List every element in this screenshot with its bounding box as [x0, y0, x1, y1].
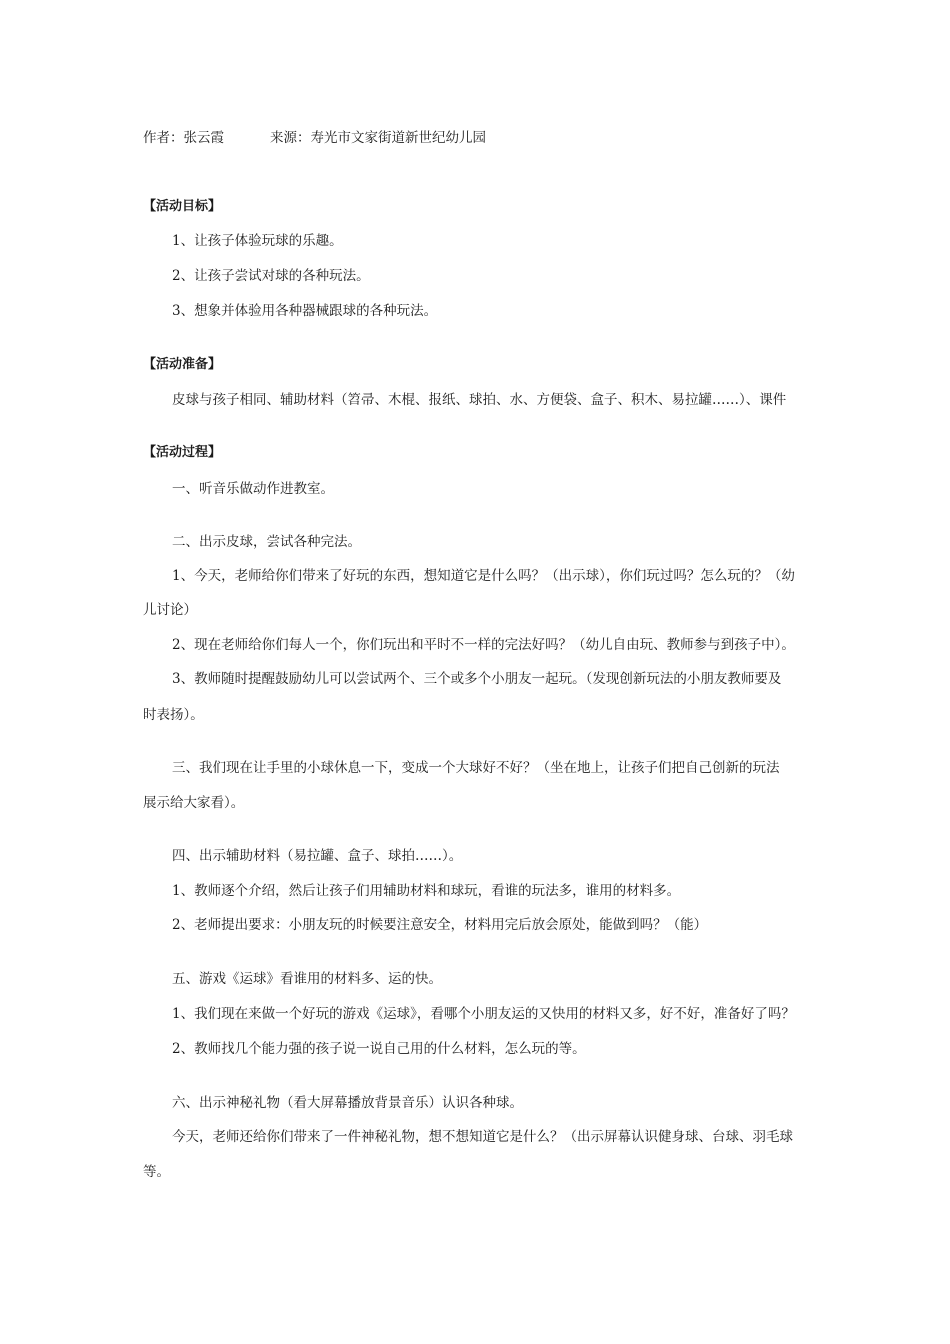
process-step-2-item: 1、今天，老师给你们带来了好玩的东西，想知道它是什么吗？（出示球），你们玩过吗？怎么玩的？（幼: [172, 568, 795, 584]
process-step-5-title: 五、游戏《运球》看谁用的材料多、运的快。: [172, 971, 442, 987]
process-step-2-item-cont: 时表扬）。: [143, 707, 204, 723]
prep-text: 皮球与孩子相同、辅助材料（笤帚、木棍、报纸、球拍、水、方便袋、盒子、积木、易拉罐……）、课件: [172, 392, 787, 408]
goal-item: 2、让孩子尝试对球的各种玩法。: [172, 268, 370, 284]
process-step-1: 一、听音乐做动作进教室。: [172, 481, 334, 497]
process-step-6-text: 今天，老师还给你们带来了一件神秘礼物，想不想知道它是什么？（出示屏幕认识健身球、台球、羽毛球: [172, 1129, 793, 1145]
process-step-2-item: 2、现在老师给你们每人一个，你们玩出和平时不一样的完法好吗？（幼儿自由玩、教师参与到孩子中）。: [172, 637, 795, 653]
process-step-2-item-cont: 儿讨论）: [143, 602, 197, 618]
process-heading: 【活动过程】: [143, 445, 222, 460]
goal-item: 1、让孩子体验玩球的乐趣。: [172, 233, 343, 249]
process-step-3: 三、我们现在让手里的小球休息一下，变成一个大球好不好？（坐在地上，让孩子们把自己创新的玩法: [172, 760, 780, 776]
goals-heading: 【活动目标】: [143, 199, 222, 214]
source: 来源：寿光市文家街道新世纪幼儿园: [270, 130, 486, 146]
goal-item: 3、想象并体验用各种器械跟球的各种玩法。: [172, 303, 438, 319]
process-step-6-text-cont: 等。: [143, 1164, 170, 1180]
author: 作者：张云霞: [143, 130, 224, 146]
process-step-6-title: 六、出示神秘礼物（看大屏幕播放背景音乐）认识各种球。: [172, 1095, 523, 1111]
process-step-2-item: 3、教师随时提醒鼓励幼儿可以尝试两个、三个或多个小朋友一起玩。（发现创新玩法的小朋友教师要及: [172, 671, 782, 687]
process-step-3-cont: 展示给大家看）。: [143, 795, 245, 811]
meta-line: [143, 129, 813, 147]
process-step-5-item: 1、我们现在来做一个好玩的游戏《运球》，看哪个小朋友运的又快用的材料又多，好不好，准备好了吗？: [172, 1006, 795, 1022]
process-step-4-item: 1、教师逐个介绍，然后让孩子们用辅助材料和球玩，看谁的玩法多，谁用的材料多。: [172, 883, 681, 899]
process-step-4-item: 2、老师提出要求：小朋友玩的时候要注意安全，材料用完后放会原处，能做到吗？（能）: [172, 917, 708, 933]
prep-heading: 【活动准备】: [143, 357, 222, 372]
process-step-2-title: 二、出示皮球，尝试各种完法。: [172, 534, 361, 550]
process-step-5-item: 2、教师找几个能力强的孩子说一说自己用的什么材料，怎么玩的等。: [172, 1041, 586, 1057]
process-step-4-title: 四、出示辅助材料（易拉罐、盒子、球拍……）。: [172, 848, 463, 864]
